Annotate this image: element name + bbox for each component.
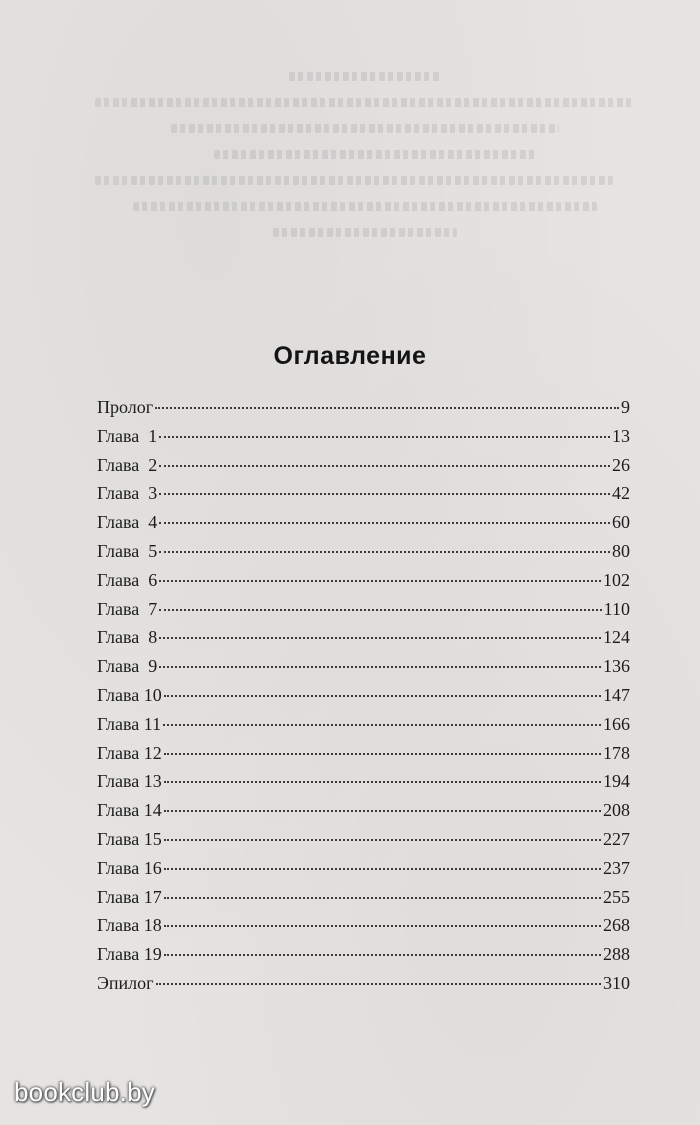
toc-entry-label: Глава 6 xyxy=(97,569,158,590)
toc-entry xyxy=(97,796,630,825)
toc-entry-label: Глава 11 xyxy=(97,713,162,734)
toc-entry-label: Глава 19 xyxy=(97,944,162,965)
toc-dot-leader xyxy=(164,897,601,899)
toc-entry-label: Глава 8 xyxy=(97,627,158,648)
toc-entry xyxy=(97,595,630,624)
toc-entry-page-number: 102 xyxy=(603,569,630,590)
toc-entry-page-number: 80 xyxy=(612,540,630,561)
toc-entry xyxy=(97,681,630,710)
toc-dot-leader xyxy=(156,983,601,985)
toc-dot-leader xyxy=(159,609,601,611)
toc-entry xyxy=(97,969,630,998)
toc-dot-leader xyxy=(159,465,610,467)
toc-dot-leader xyxy=(159,522,610,524)
toc-entry-page-number: 147 xyxy=(603,684,630,705)
toc-entry-page-number: 178 xyxy=(603,742,630,763)
toc-entry-page-number: 255 xyxy=(603,886,630,907)
toc-entry xyxy=(97,652,630,681)
toc-entry-label: Пролог xyxy=(97,397,154,417)
toc-entry-label: Глава 16 xyxy=(97,857,162,878)
toc-entry-page-number: 110 xyxy=(603,598,630,619)
toc-dot-leader xyxy=(164,810,601,812)
toc-dot-leader xyxy=(164,781,601,783)
toc-dot-leader xyxy=(159,436,610,438)
toc-dot-leader xyxy=(164,925,601,927)
toc-entry-label: Глава 2 xyxy=(97,454,158,475)
toc-entry-label: Глава 7 xyxy=(97,598,158,619)
toc-entry-label: Глава 14 xyxy=(97,800,162,821)
toc-entry xyxy=(97,739,630,768)
toc-entry-page-number: 42 xyxy=(612,483,630,504)
toc-entry xyxy=(97,393,630,422)
toc-entry-page-number: 13 xyxy=(612,425,630,446)
toc-entry-page-number: 268 xyxy=(603,915,630,936)
toc-entry xyxy=(97,623,630,652)
toc-entry-page-number: 208 xyxy=(603,800,630,821)
toc-entry-label: Глава 12 xyxy=(97,742,162,763)
toc-dot-leader xyxy=(164,839,601,841)
toc-entry-label: Глава 1 xyxy=(97,425,158,446)
toc-entry-page-number: 227 xyxy=(603,828,630,849)
toc-dot-leader xyxy=(159,580,601,582)
toc-entry xyxy=(97,451,630,480)
toc-entry xyxy=(97,767,630,796)
toc-dot-leader xyxy=(164,753,601,755)
toc-entry-page-number: 136 xyxy=(603,656,630,677)
toc-entry-page-number: 26 xyxy=(612,454,630,475)
toc-entry-label: Глава 18 xyxy=(97,915,162,936)
toc-entry xyxy=(97,508,630,537)
toc-entry-page-number: 237 xyxy=(603,857,630,878)
toc-dot-leader xyxy=(164,954,601,956)
toc-entry-label: Глава 5 xyxy=(97,540,158,561)
toc-dot-leader xyxy=(164,868,601,870)
toc-dot-leader xyxy=(159,551,610,553)
toc-entry xyxy=(97,422,630,451)
toc-entry-page-number: 60 xyxy=(612,512,630,533)
toc-entry xyxy=(97,854,630,883)
toc-entry-label: Глава 10 xyxy=(97,684,162,705)
toc-dot-leader xyxy=(159,637,601,639)
toc-entry-page-number: 124 xyxy=(603,627,630,648)
toc-entry-page-number: 166 xyxy=(603,713,630,734)
toc-entry-page-number: 310 xyxy=(603,972,630,993)
toc-dot-leader xyxy=(163,724,601,726)
toc-entry-label: Глава 3 xyxy=(97,483,158,504)
toc-entry xyxy=(97,710,630,739)
toc-entry-label: Глава 17 xyxy=(97,886,162,907)
toc-entry xyxy=(97,537,630,566)
toc-dot-leader xyxy=(155,407,619,409)
toc-entry-label: Глава 4 xyxy=(97,512,158,533)
toc-entry xyxy=(97,479,630,508)
toc-entry-label: Глава 9 xyxy=(97,656,158,677)
toc-entry-page-number: 288 xyxy=(603,944,630,965)
toc-list xyxy=(97,393,630,998)
toc-dot-leader xyxy=(164,695,601,697)
toc-dot-leader xyxy=(159,666,601,668)
toc-entry-page-number: 9 xyxy=(621,397,630,417)
toc-entry-label: Эпилог xyxy=(97,972,154,993)
toc-title: Оглавление xyxy=(273,342,427,370)
toc-entry xyxy=(97,566,630,595)
toc-entry-page-number: 194 xyxy=(603,771,630,792)
toc-entry-label: Глава 13 xyxy=(97,771,162,792)
toc-entry xyxy=(97,911,630,940)
toc-entry xyxy=(97,825,630,854)
toc-entry-label: Глава 15 xyxy=(97,828,162,849)
toc-dot-leader xyxy=(159,493,610,495)
watermark-text: bookclub.by xyxy=(14,1077,155,1107)
toc-entry xyxy=(97,883,630,912)
toc-entry xyxy=(97,940,630,969)
